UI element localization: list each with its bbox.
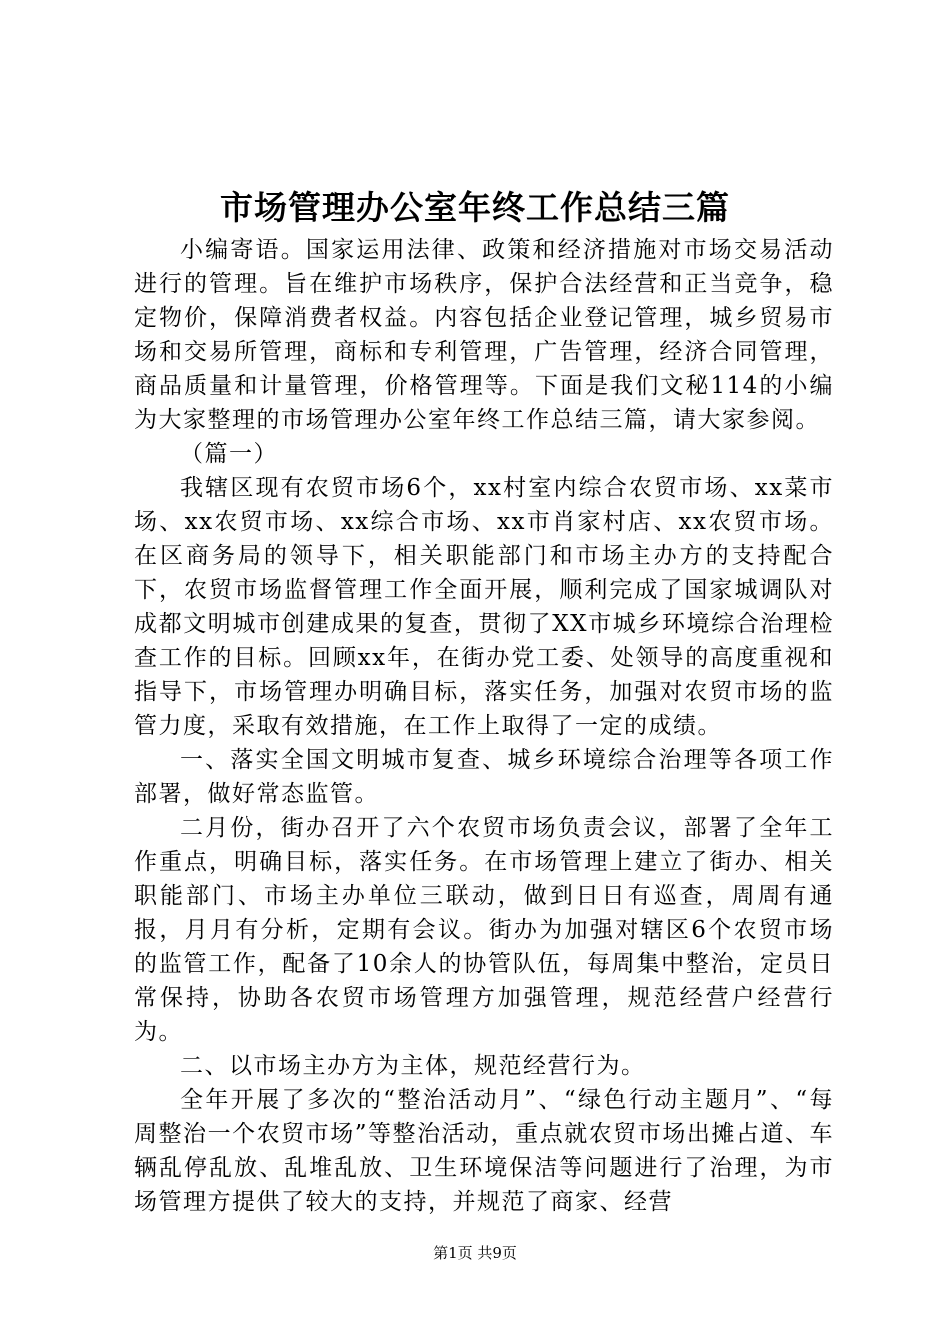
paragraph-intro: 小编寄语。国家运用法律、政策和经济措施对市场交易活动进行的管理。旨在维护市场秩序，保护合法经营和正当竞争，稳定物价，保障消费者权益。内容包括企业登记管理，城乡贸易市场和交易所管理，商标和专利管理，广告管理，经济合同管理，商品质量和计量管理，价格管理等。下面是我们文秘114的小编为大家整理的市场管理办公室年终工作总结三篇，请大家参阅。 (134, 237, 834, 433)
page-footer: 第1页 共9页 (433, 1244, 517, 1262)
paragraph-campaigns: 全年开展了多次的“整治活动月”、“绿色行动主题月”、“每周整治一个农贸市场”等整治活动，重点就农贸市场出摊占道、车辆乱停乱放、乱堆乱放、卫生环境保洁等问题进行了治理，为市场管理方提供了较大的支持，并规范了商家、经营 (134, 1087, 834, 1215)
paragraph-section-heading: （篇一） (180, 441, 278, 467)
document-title: 市场管理办公室年终工作总结三篇 (220, 188, 730, 227)
paragraph-overview: 我辖区现有农贸市场6个，xx村室内综合农贸市场、xx菜市场、xx农贸市场、xx综合市场、xx市肖家村店、xx农贸市场。在区商务局的领导下，相关职能部门和市场主办方的支持配合下，农贸市场监督管理工作全面开展，顺利完成了国家城调队对成都文明城市创建成果的复查，贯彻了XX市城乡环境综合治理检查工作的目标。回顾xx年，在街办党工委、处领导的高度重视和指导下，市场管理办明确目标，落实任务，加强对农贸市场的监管力度，采取有效措施，在工作上取得了一定的成绩。 (134, 475, 834, 739)
paragraph-point-two: 二、以市场主办方为主体，规范经营行为。 (180, 1053, 646, 1079)
paragraph-february: 二月份，街办召开了六个农贸市场负责会议，部署了全年工作重点，明确目标，落实任务。在市场管理上建立了街办、相关职能部门、市场主办单位三联动，做到日日有巡查，周周有通报，月月有分析，定期有会议。街办为加强对辖区6个农贸市场的监管工作，配备了10余人的协管队伍，每周集中整治，定员日常保持，协助各农贸市场管理方加强管理，规范经营户经营行为。 (134, 815, 834, 1045)
document-body (134, 233, 834, 1219)
paragraph-point-one: 一、落实全国文明城市复查、城乡环境综合治理等各项工作部署，做好常态监管。 (134, 747, 834, 807)
